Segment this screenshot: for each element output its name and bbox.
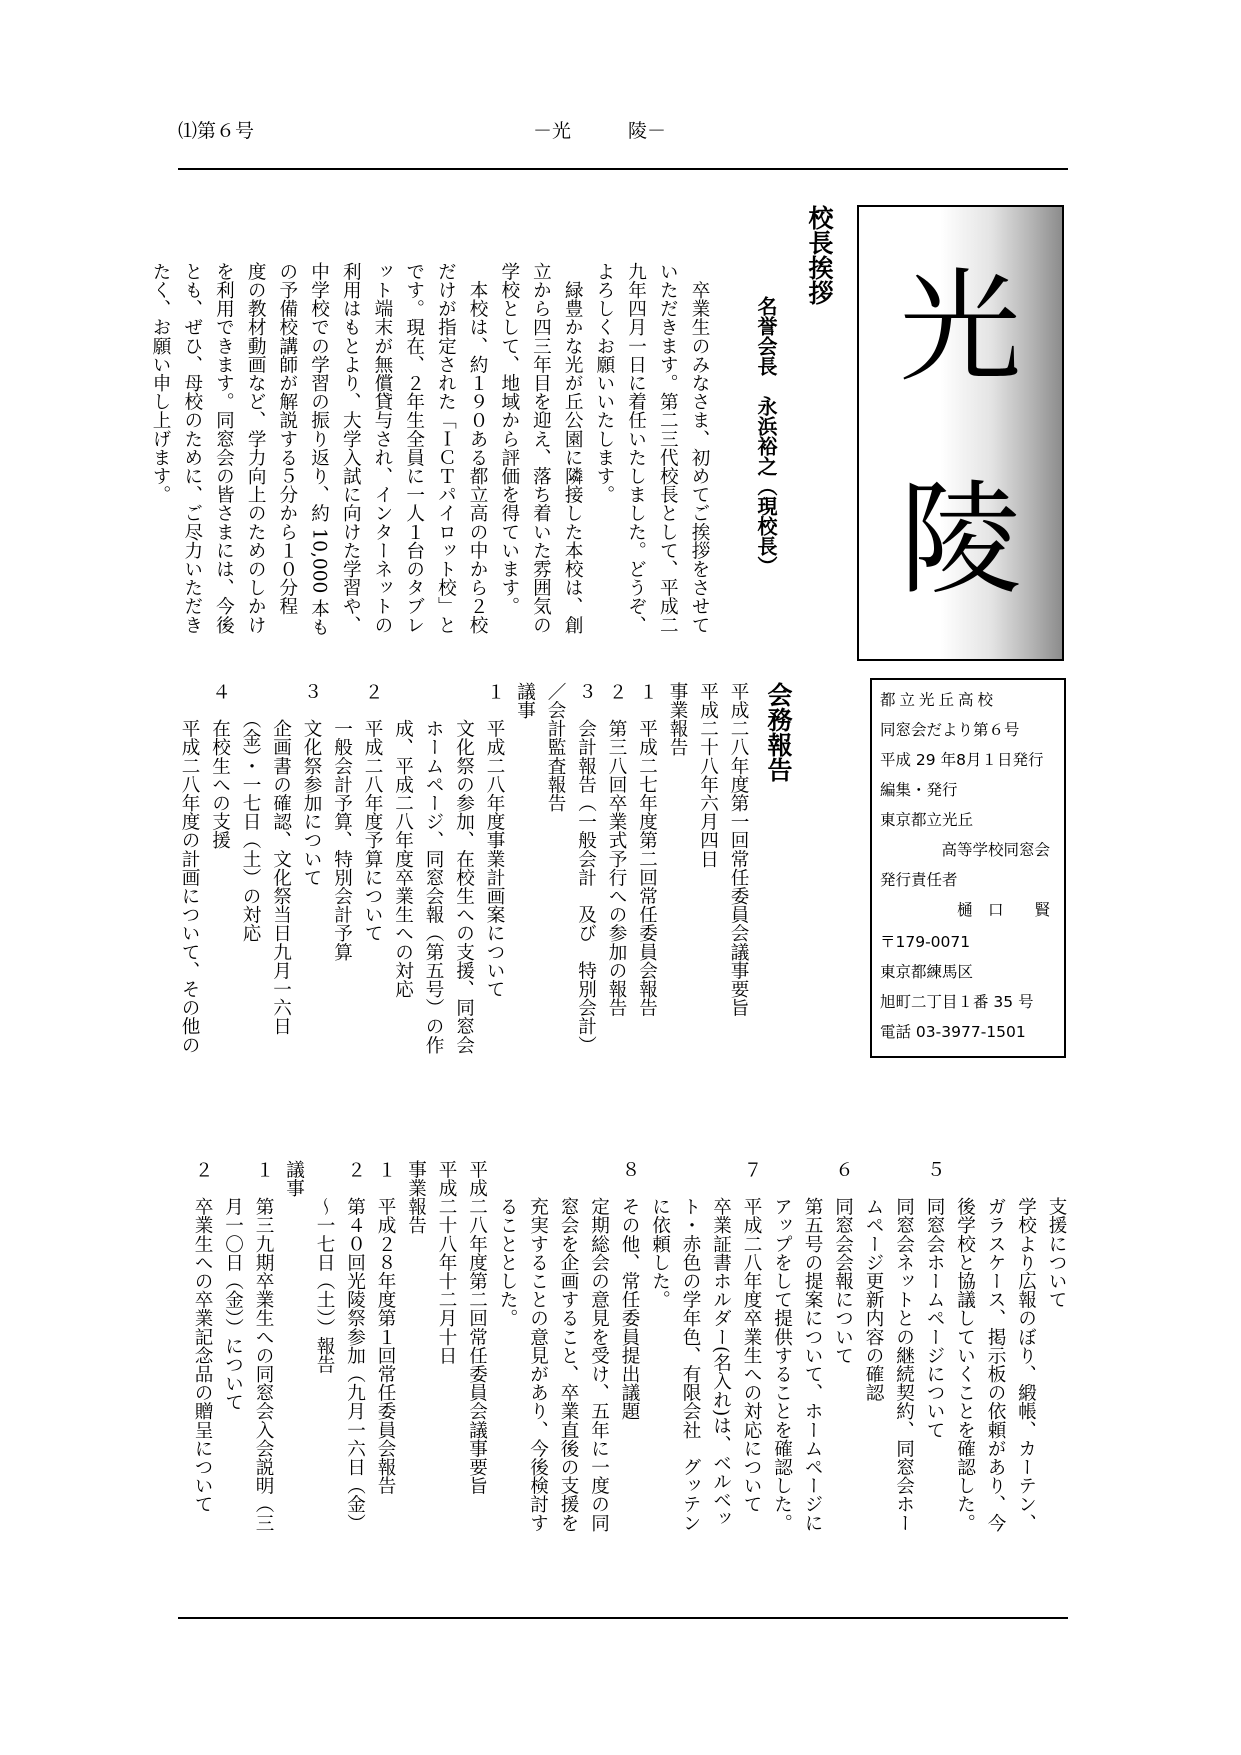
report-line: 事業報告	[405, 1160, 427, 1235]
report-line: ６ 同窓会会報について	[832, 1160, 854, 1365]
business-report-heading: 会務報告	[764, 682, 793, 782]
report-line: ～一七日（土））報告	[314, 1160, 335, 1374]
report-line: （金）・一七日（土）の対応	[240, 682, 261, 943]
report-line: ホームページ、同窓会報（第五号）の作	[423, 682, 444, 1054]
report-line: 平成二八年度の計画について、その他の	[179, 682, 200, 1054]
principal-author: 名誉会長 永浜裕之（現校長）	[754, 296, 778, 576]
report-line: 平成二八年度第二回常任委員会議事要旨	[466, 1160, 488, 1495]
greeting-line: 学校として、地域から評価を得ています。	[498, 262, 520, 616]
report-line: 議事	[283, 1160, 305, 1198]
title-char-1: 光	[899, 257, 1022, 399]
info-editor-2: 高等学校同窓会	[941, 841, 1050, 859]
greeting-line: 立から四三年目を迎え、落ち着いた雰囲気の	[530, 262, 552, 634]
info-phone: 電話 03-3977-1501	[880, 1023, 1026, 1041]
principal-greeting-heading: 校長挨拶	[805, 205, 834, 305]
info-newsletter: 同窓会だより第６号	[880, 721, 1020, 739]
greeting-line: よろしくお願いいたします。	[593, 262, 615, 504]
report-line: ２ 平成二八年度予算について	[362, 682, 383, 943]
masthead-title: －光 陵－	[533, 120, 667, 142]
report-line: 学校より広報のぼり、緞帳、カーテン、	[1015, 1160, 1037, 1532]
report-line: 企画書の確認、文化祭当日九月一六日	[270, 682, 292, 1036]
greeting-line: 中学校での学習の振り返り、約 10,000 本も	[308, 262, 330, 637]
report-line: 定期総会の意見を受け、五年に一度の同	[588, 1160, 610, 1532]
principal-greeting-body	[144, 262, 715, 636]
report-line: ３ 会計報告（一般会計 及び 特別会計）	[575, 682, 597, 1054]
report-line: 月一〇日（金））について	[222, 1160, 244, 1412]
title-char-2: 陵	[899, 469, 1022, 611]
report-line: ムページ更新内容の確認	[863, 1160, 884, 1402]
report-line: 議事	[514, 682, 536, 720]
report-line: １ 平成二七年度第二回常任委員会報告	[636, 682, 658, 1017]
report-line: ４ 在校生への支援	[209, 682, 231, 850]
report-line: に依頼した。	[649, 1160, 671, 1309]
greeting-line: 度の教材動画など、学力向上のためのしかけ	[245, 262, 267, 634]
greeting-line: とも、ぜひ、母校のために、ご尽力いただき	[181, 262, 203, 634]
report-line: 同窓会ネットとの継続契約、同窓会ホー	[893, 1160, 915, 1532]
report-line: ２ 第４０回光陵祭参加（九月一六日（金）	[344, 1160, 366, 1532]
report-line: 平成二十八年六月四日	[697, 682, 719, 868]
report-line: ５ 同窓会ホームページについて	[924, 1160, 945, 1439]
report-line: ２ 第三八回卒業式予行への参加の報告	[606, 682, 627, 1017]
greeting-line: いただきます。第二三代校長として、平成二	[657, 262, 679, 634]
greeting-line: ット端末が無償貸与され、インターネットの	[371, 262, 393, 634]
report-line: ７ 平成二八年度卒業生への対応について	[741, 1160, 762, 1514]
greeting-line: たく、お願い申し上げます。	[150, 262, 172, 504]
info-address-2: 旭町二丁目１番 35 号	[880, 993, 1034, 1011]
report-line: 充実することの意見があり、今後検討す	[527, 1160, 549, 1532]
report-line: ３ 文化祭参加について	[301, 682, 322, 887]
publication-info-box	[870, 678, 1066, 1058]
greeting-line: 利用はもとより、大学入試に向けた学習や、	[340, 262, 362, 634]
info-address-1: 東京都練馬区	[880, 963, 974, 981]
greeting-line: です。現在、２年生全員に一人１台のタブレ	[403, 262, 425, 634]
business-report-lower-body	[187, 1160, 1072, 1532]
report-line: ト・赤色の学年色、有限会社 グッテン	[680, 1160, 701, 1532]
report-line: 事業報告	[667, 682, 688, 757]
report-line: 成、平成二八年度卒業生への対応	[392, 682, 414, 999]
greeting-line: の予備校講師が解説する５分から１０分程	[276, 262, 298, 616]
report-line: 第五号の提案について、ホームページに	[802, 1160, 823, 1532]
greeting-line: を利用できます。同窓会の皆さまには、今後	[213, 262, 235, 634]
greeting-line: 本校は、約１９０ある都立高の中から２校	[467, 262, 489, 634]
greeting-line: 卒業生のみなさま、初めてご挨拶をさせて	[689, 262, 710, 634]
info-editor-1: 東京都立光丘	[880, 811, 974, 829]
info-postal: 〒179-0071	[880, 933, 971, 951]
info-responsible-label: 発行責任者	[880, 871, 958, 889]
report-line: ２ 卒業生への卒業記念品の贈呈について	[192, 1160, 213, 1514]
report-line: 一般会計予算、特別会計予算	[331, 682, 353, 961]
report-line: 窓会を企画すること、卒業直後の支援を	[558, 1160, 579, 1532]
greeting-line: 九年四月一日に着任いたしました。どうぞ、	[625, 262, 647, 634]
report-line: 平成二八年度第一回常任委員会議事要旨	[728, 682, 749, 1017]
report-line: ／会計監査報告	[545, 682, 566, 813]
bottom-divider	[178, 1617, 1068, 1619]
report-line: ることとした。	[497, 1160, 518, 1328]
report-line: ガラスケース、掲示板の依頼があり、今	[985, 1160, 1006, 1532]
greeting-line: 緑豊かな光が丘公園に隣接した本校は、創	[562, 262, 584, 634]
info-date: 平成 29 年8月１日発行	[880, 751, 1044, 769]
report-line: 文化祭の参加、在校生への支援、同窓会	[453, 682, 475, 1054]
info-school: 都立光丘高校	[880, 691, 998, 709]
newsletter-title-box	[857, 205, 1064, 661]
business-report-upper-body	[174, 682, 754, 1054]
report-line: 支援について	[1046, 1160, 1067, 1309]
report-line: １ 第三九期卒業生への同窓会入会説明（三	[253, 1160, 274, 1532]
info-editor-label: 編集・発行	[880, 781, 958, 799]
info-responsible-name: 樋 口 賢	[956, 901, 1050, 919]
report-line: ８ その他、常任委員提出議題	[619, 1160, 640, 1421]
report-line: １ 平成二八年度事業計画案について	[484, 682, 505, 999]
greeting-line: だけが指定された「ＩＣＴパイロット校」と	[435, 262, 457, 634]
page-issue-number: ⑴第６号	[178, 120, 255, 142]
report-line: 後学校と協議していくことを確認した。	[954, 1160, 976, 1532]
top-divider	[178, 168, 1068, 170]
report-line: 卒業証書ホルダー(名入れ)は、ベルベッ	[710, 1160, 732, 1528]
report-line: １ 平成２８年度第１回常任委員会報告	[375, 1160, 396, 1495]
report-line: 平成二十八年十二月十日	[436, 1160, 457, 1365]
report-line: アップをして提供することを確認した。	[771, 1160, 793, 1532]
